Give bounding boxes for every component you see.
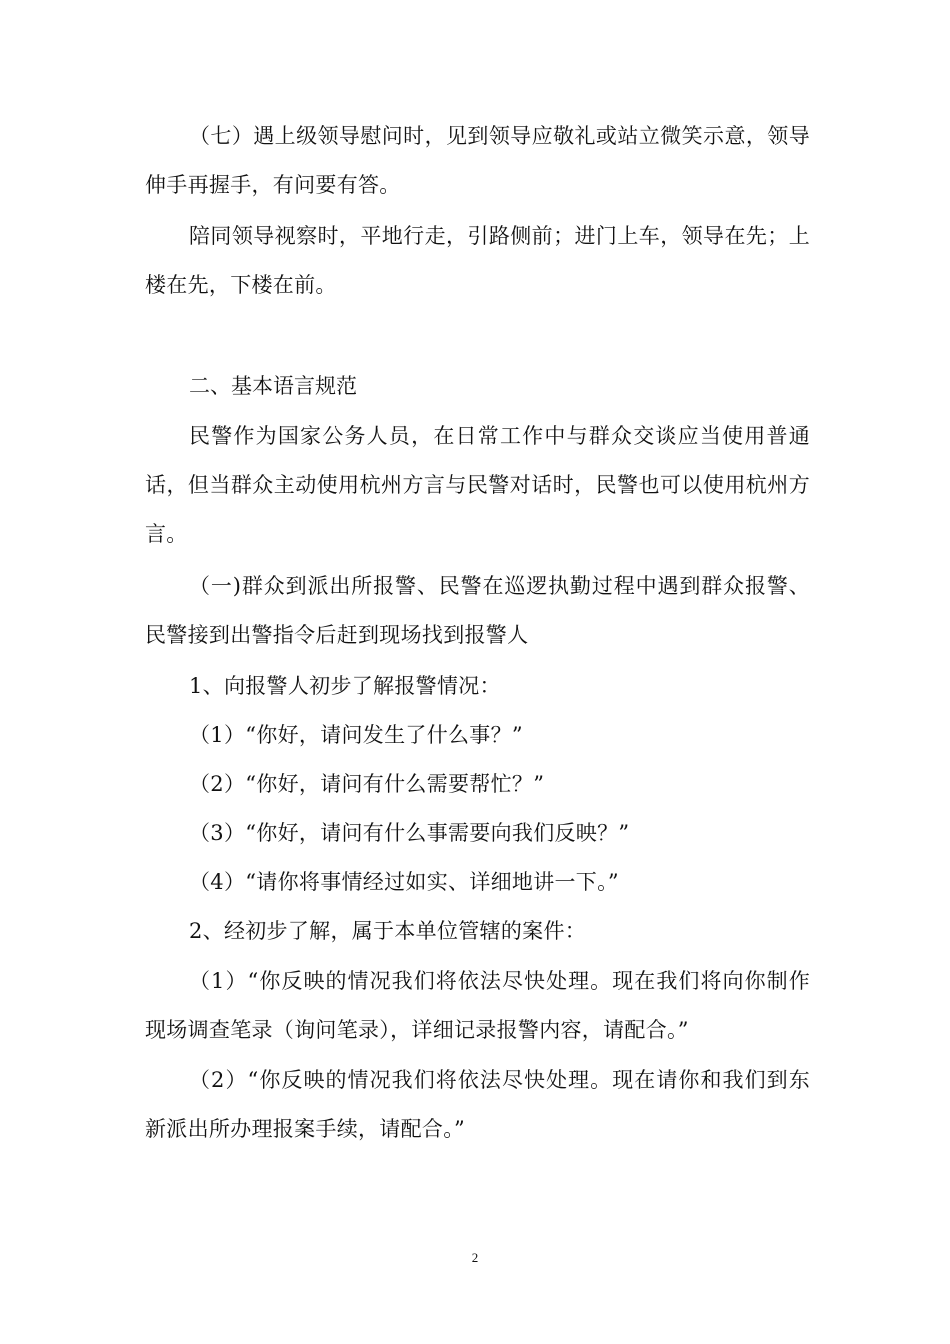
list-heading-initial-inquiry: 1、向报警人初步了解报警情况： xyxy=(189,674,501,698)
paragraph-accompany-leader: 陪同领导视察时，平地行走，引路侧前；进门上车，领导在先；上楼在先，下楼在前。 xyxy=(145,224,810,297)
list-item-inquiry-3: （3）“你好，请问有什么事需要向我们反映？” xyxy=(189,821,630,845)
list-item-inquiry-1: （1）“你好，请问发生了什么事？” xyxy=(189,723,523,747)
list-item-jurisdiction-2: （2）“你反映的情况我们将依法尽快处理。现在请你和我们到东新派出所办理报案手续，请配合。” xyxy=(145,1068,810,1141)
paragraph-report-scenario: （一)群众到派出所报警、民警在巡逻执勤过程中遇到群众报警、民警接到出警指令后赶到现场找到报警人 xyxy=(145,574,810,647)
paragraph-mandarin-usage: 民警作为国家公务人员，在日常工作中与群众交谈应当使用普通话，但当群众主动使用杭州方言与民警对话时，民警也可以使用杭州方言。 xyxy=(145,424,810,546)
list-item-inquiry-2: （2）“你好，请问有什么需要帮忙？” xyxy=(189,772,545,796)
list-heading-jurisdiction: 2、经初步了解，属于本单位管辖的案件： xyxy=(189,919,587,943)
list-item-inquiry-4: （4）“请你将事情经过如实、详细地讲一下。” xyxy=(189,870,619,894)
page-number: 2 xyxy=(471,1250,479,1265)
list-item-jurisdiction-1: （1）“你反映的情况我们将依法尽快处理。现在我们将向你制作现场调查笔录（询问笔录），详细记录报警内容，请配合。” xyxy=(145,969,810,1042)
paragraph-leader-greeting: （七）遇上级领导慰问时，见到领导应敬礼或站立微笑示意，领导伸手再握手，有问要有答。 xyxy=(145,124,810,197)
section-heading-language: 二、基本语言规范 xyxy=(189,374,357,398)
